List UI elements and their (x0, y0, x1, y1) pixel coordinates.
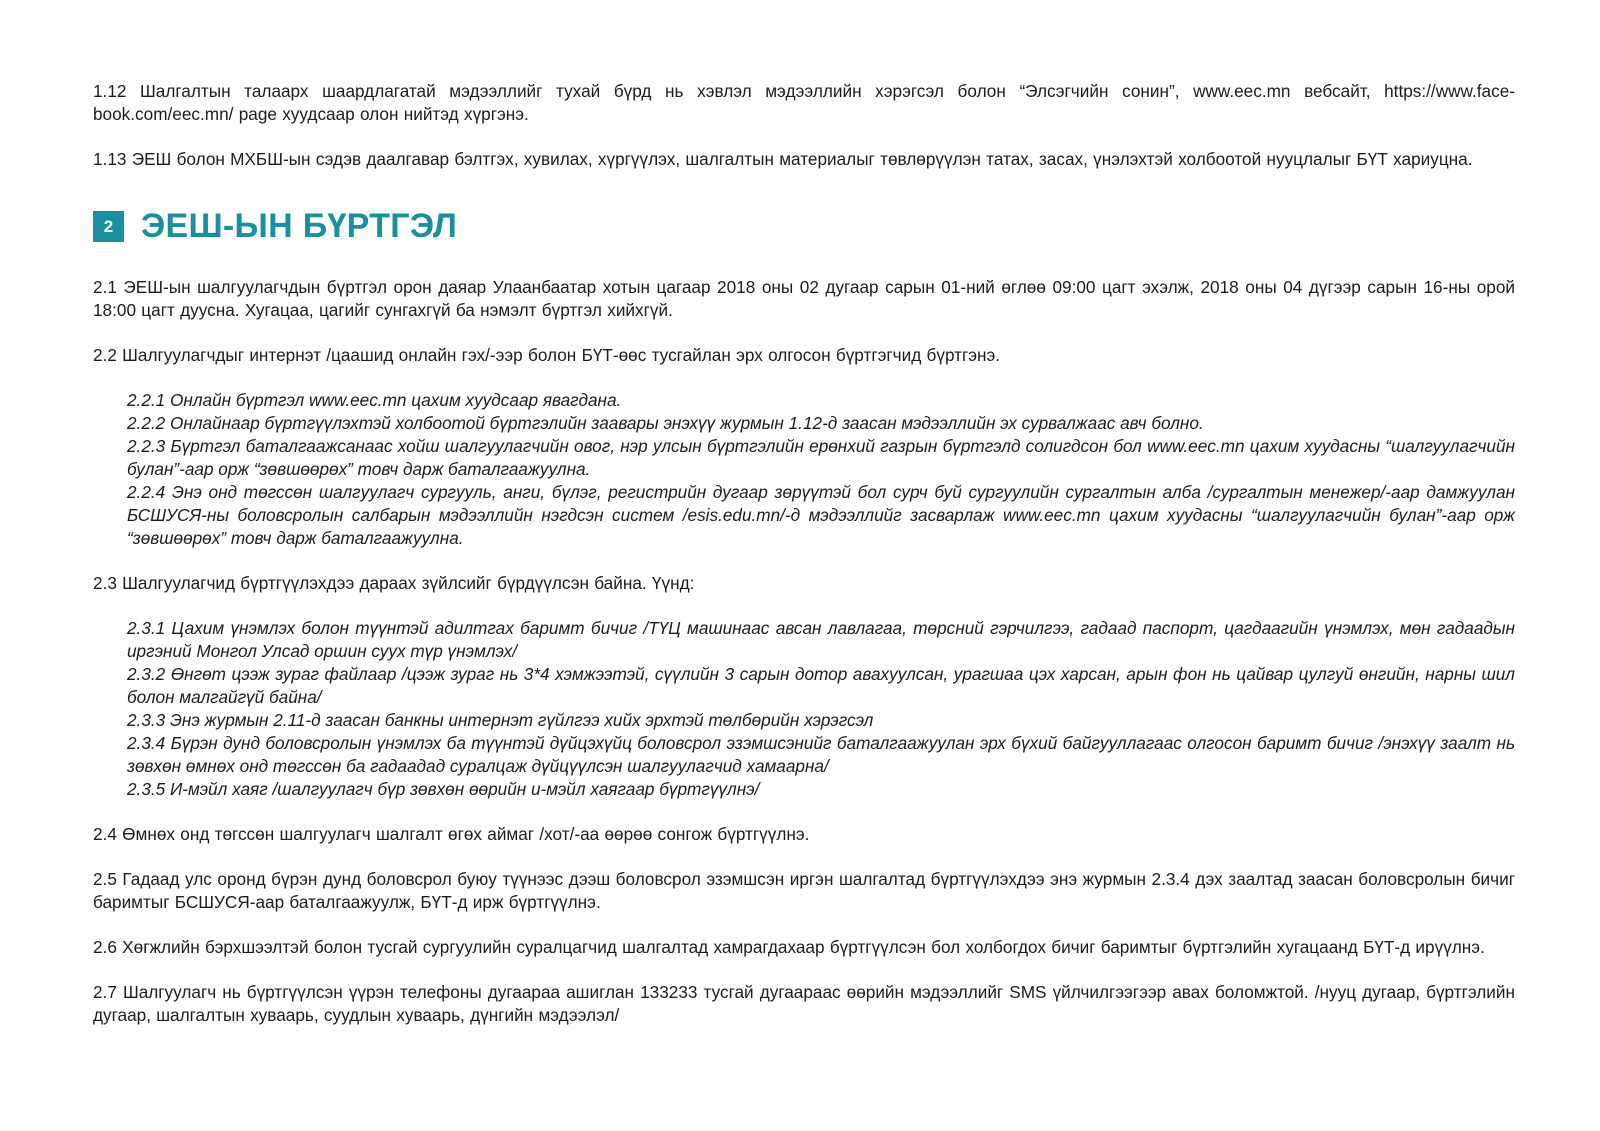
paragraph-2-1: 2.1 ЭЕШ-ын шалгуулагчдын бүртгэл орон даяар Улаанбаатар хотын цагаар 2018 оны 02 дугаар сарын 01-ний өглөө 09:00 цагт эхэлж, 2018 оны 04 дүгээр сарын 16-ны орой 18:00 цагт дуусна. Хугацаа, цагийг сунгахгүй ба нэмэлт бүртгэл хийхгүй. (93, 277, 1515, 320)
list-item: 2.3.2 Өнгөт цээж зураг файлаар /цээж зураг нь 3*4 хэмжээтэй, сүүлийн 3 сарын дотор авахуулсан, урагшаа цэх харсан, арын фон нь цайвар цулгуй өнгийн, нарны шил болон малгайгүй байна/ (127, 664, 1515, 707)
paragraph-2-2: 2.2 Шалгуулагчдыг интернэт /цаашид онлайн гэх/-ээр болон БҮТ-өөс тусгайлан эрх олгосон бүртгэгчид бүртгэнэ. (93, 345, 1001, 365)
list-item: 2.3.1 Цахим үнэмлэх болон түүнтэй адилтгах баримт бичиг /ТҮЦ машинаас авсан лавлагаа, төрсний гэрчилгээ, гадаад паспорт, цагдаагийн үнэмлэх, мөн гадаадын иргэний Монгол Улсад оршин суух түр үнэмлэх/ (127, 618, 1515, 661)
paragraph-2-7: 2.7 Шалгуулагч нь бүртгүүлсэн үүрэн телефоны дугаараа ашиглан 133233 тусгай дугаараас өөрийн мэдээллийг SMS үйлчилгээгээр авах боломжтой. /нууц дугаар, бүртгэлийн дугаар, шалгалтын хуваарь, суудлын хуваарь, дүнгийн мэдээлэл/ (93, 982, 1515, 1025)
paragraph-1-12: 1.12 Шалгалтын талаарх шаардлагатай мэдээллийг тухай бүрд нь хэвлэл мэдээллийн хэрэгсэл болон “Элсэгчийн сонин”, www.eec.mn вебсайт, https://www.face-book.com/eec.mn/ page хуудсаар олон нийтэд хүргэнэ. (93, 81, 1515, 124)
paragraph-2-4: 2.4 Өмнөх онд төгссөн шалгуулагч шалгалт өгөх аймаг /хот/-аа өөрөө сонгож бүртгүүлнэ. (93, 824, 810, 844)
list-item: 2.2.2 Онлайнаар бүртгүүлэхтэй холбоотой бүртгэлийн заавары энэхүү журмын 1.12-д заасан мэдээллийн эх сурвалжаас авч болно. (127, 413, 1204, 433)
paragraph-2-6: 2.6 Хөгжлийн бэрхшээлтэй болон тусгай сургуулийн суралцагчид шалгалтад хамрагдахаар бүртгүүлсэн бол холбогдох бичиг баримтыг бүртгэлийн хугацаанд БҮТ-д ирүүлнэ. (93, 937, 1485, 957)
list-item: 2.3.4 Бүрэн дунд боловсролын үнэмлэх ба түүнтэй дүйцэхүйц боловсрол эзэмшсэнийг баталгаажуулан эрх бүхий байгууллагаас олгосон баримт бичиг /энэхүү заалт нь зөвхөн өмнөх онд төгссөн ба гадаадад суралцаж дүйцүүлсэн шалгуулагчид хамаарна/ (127, 733, 1515, 776)
paragraph-2-3: 2.3 Шалгуулагчид бүртгүүлэхдээ дараах зүйлсийг бүрдүүлсэн байна. Үүнд: (93, 573, 695, 593)
list-item: 2.2.3 Бүртгэл баталгаажсанаас хойш шалгуулагчийн овог, нэр улсын бүртгэлийн ерөнхий газрын бүртгэлд солигдсон бол www.eec.mn цахим хуудасны “шалгуулагчийн булан”-аар орж “зөвшөөрөх” товч дарж баталгаажуулна. (127, 436, 1515, 479)
section-title: ЭЕШ-ЫН БҮРТГЭЛ (141, 207, 458, 245)
list-item: 2.3.3 Энэ журмын 2.11-д заасан банкны интернэт гүйлгээ хийх эрхтэй төлбөрийн хэрэгсэл (127, 710, 874, 730)
paragraph-2-5: 2.5 Гадаад улс оронд бүрэн дунд боловсрол буюу түүнээс дээш боловсрол эзэмшсэн иргэн шалгалтад бүртгүүлэхдээ энэ журмын 2.3.4 дэх заалтад заасан боловсролын бичиг баримтыг БСШУСЯ-аар баталгаажуулж, БҮТ-д ирж бүртгүүлнэ. (93, 869, 1515, 912)
list-item: 2.2.1 Онлайн бүртгэл www.eec.mn цахим хуудсаар явагдана. (127, 390, 622, 410)
list-item: 2.2.4 Энэ онд төгссөн шалгуулагч сургууль, анги, бүлэг, регистрийн дугаар зөрүүтэй бол сурч буй сургуулийн сургалтын алба /сургалтын менежер/-аар дамжуулан БСШУСЯ-ны боловсролын салбарын мэдээллийн нэгдсэн систем /esis.edu.mn/-д мэдээллийг засварлаж www.eec.mn цахим хуудасны “шалгуулагчийн булан”-аар орж “зөвшөөрөх” товч дарж баталгаажуулна. (127, 482, 1515, 548)
list-item: 2.3.5 И-мэйл хаяг /шалгуулагч бүр зөвхөн өөрийн и-мэйл хаягаар бүртгүүлнэ/ (127, 779, 760, 799)
paragraph-1-13: 1.13 ЭЕШ болон МХБШ-ын сэдэв даалгавар бэлтгэх, хувилах, хүргүүлэх, шалгалтын материалыг төвлөрүүлэн татах, засах, үнэлэхтэй холбоотой нууцлалыг БҮТ хариуцна. (93, 149, 1473, 169)
sublist-2-2 (93, 389, 1515, 550)
document-page (93, 80, 1515, 1027)
section-heading (93, 207, 1515, 246)
section-number-badge: 2 (93, 211, 124, 242)
sublist-2-3 (93, 617, 1515, 801)
